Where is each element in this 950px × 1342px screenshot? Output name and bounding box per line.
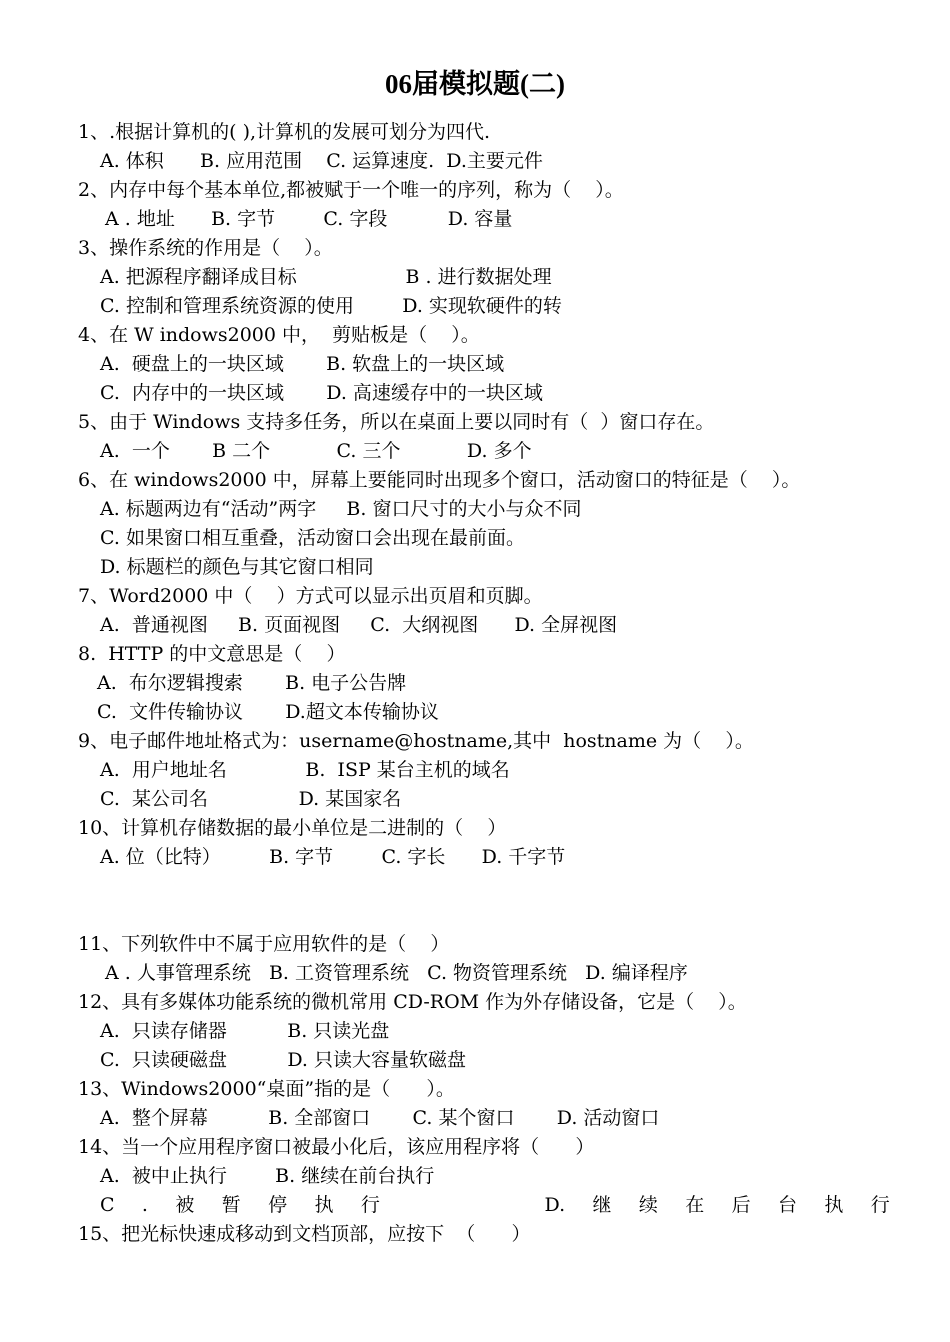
question-12: 12、具有多媒体功能系统的微机常用 CD-ROM 作为外存储设备，它是（ ）。 xyxy=(78,991,747,1013)
justified-char: 执 xyxy=(824,1194,844,1216)
question-10: 10、计算机存储数据的最小单位是二进制的（ ） xyxy=(78,817,507,839)
question-6-option-d: D. 标题栏的颜色与其它窗口相同 xyxy=(100,556,374,578)
question-7-options: A. 普通视图 B. 页面视图 C. 大纲视图 D. 全屏视图 xyxy=(100,614,618,636)
question-12-options-ab: A. 只读存储器 B. 只读光盘 xyxy=(100,1020,390,1042)
question-14-options-cd xyxy=(100,1191,890,1220)
question-7: 7、Word2000 中（ ）方式可以显示出页眉和页脚。 xyxy=(78,585,543,607)
question-9-options-cd: C. 某公司名 D. 某国家名 xyxy=(100,788,402,810)
justified-char: 行 xyxy=(870,1194,890,1216)
justified-char: 执 xyxy=(314,1194,334,1216)
justified-char: 被 xyxy=(175,1194,195,1216)
justified-char: 后 xyxy=(731,1194,751,1216)
justified-char: 继 xyxy=(592,1194,612,1216)
question-12-options-cd: C. 只读硬磁盘 D. 只读大容量软磁盘 xyxy=(100,1049,467,1071)
justified-char: C xyxy=(100,1194,115,1216)
question-6-option-c: C. 如果窗口相互重叠，活动窗口会出现在最前面。 xyxy=(100,527,525,549)
question-13-options: A. 整个屏幕 B. 全部窗口 C. 某个窗口 D. 活动窗口 xyxy=(100,1107,660,1129)
question-11: 11、下列软件中不属于应用软件的是（ ） xyxy=(78,933,450,955)
question-8-options-cd: C. 文件传输协议 D.超文本传输协议 xyxy=(97,701,439,723)
question-2-options: A . 地址 B. 字节 C. 字段 D. 容量 xyxy=(105,208,513,230)
question-5: 5、由于 Windows 支持多任务，所以在桌面上要以同时有（ ）窗口存在。 xyxy=(78,411,715,433)
justified-char: 停 xyxy=(268,1194,288,1216)
question-14-options-ab: A. 被中止执行 B. 继续在前台执行 xyxy=(100,1165,435,1187)
justified-char: 暂 xyxy=(221,1194,241,1216)
question-6-options-ab: A. 标题两边有“活动”两字 B. 窗口尺寸的大小与众不同 xyxy=(100,498,582,520)
question-3-options-ab: A. 把源程序翻译成目标 B . 进行数据处理 xyxy=(100,266,552,288)
justified-char: 续 xyxy=(638,1194,658,1216)
justified-char: 台 xyxy=(778,1194,798,1216)
question-8: 8. HTTP 的中文意思是（ ） xyxy=(78,643,346,665)
question-8-options-ab: A. 布尔逻辑搜索 B. 电子公告牌 xyxy=(97,672,407,694)
question-13: 13、Windows2000“桌面”指的是（ ）。 xyxy=(78,1078,455,1100)
question-3: 3、操作系统的作用是（ ）。 xyxy=(78,237,333,259)
question-11-options: A . 人事管理系统 B. 工资管理系统 C. 物资管理系统 D. 编译程序 xyxy=(105,962,688,984)
question-4-options-cd: C. 内存中的一块区域 D. 高速缓存中的一块区域 xyxy=(100,382,543,404)
justified-char: 在 xyxy=(685,1194,705,1216)
question-4-options-ab: A. 硬盘上的一块区域 B. 软盘上的一块区域 xyxy=(100,353,505,375)
justified-char: D. xyxy=(544,1194,566,1216)
question-15: 15、把光标快速成移动到文档顶部，应按下 （ ） xyxy=(78,1223,531,1245)
question-3-options-cd: C. 控制和管理系统资源的使用 D. 实现软硬件的转 xyxy=(100,295,562,317)
justified-gap xyxy=(407,1191,517,1220)
page-title: 06届模拟题(二) xyxy=(385,69,565,99)
question-1: 1、.根据计算机的( ),计算机的发展可划分为四代. xyxy=(78,121,491,143)
question-2: 2、内存中每个基本单位,都被赋于一个唯一的序列，称为（ ）。 xyxy=(78,179,624,201)
question-10-options: A. 位（比特） B. 字节 C. 字长 D. 千字节 xyxy=(100,846,566,868)
justified-char: 行 xyxy=(360,1194,380,1216)
question-9: 9、电子邮件地址格式为：username@hostname,其中 hostname 为（ ）。 xyxy=(78,730,754,752)
question-4: 4、在 W indows2000 中， 剪贴板是（ ）。 xyxy=(78,324,480,346)
question-9-options-ab: A. 用户地址名 B. ISP 某台主机的域名 xyxy=(100,759,510,781)
question-14: 14、当一个应用程序窗口被最小化后，该应用程序将（ ） xyxy=(78,1136,595,1158)
question-1-options: A. 体积 B. 应用范围 C. 运算速度. D.主要元件 xyxy=(100,150,543,172)
question-5-options: A. 一个 B 二个 C. 三个 D. 多个 xyxy=(100,440,532,462)
justified-char: . xyxy=(141,1194,148,1216)
question-6: 6、在 windows2000 中，屏幕上要能同时出现多个窗口，活动窗口的特征是（ ）。 xyxy=(78,469,801,491)
